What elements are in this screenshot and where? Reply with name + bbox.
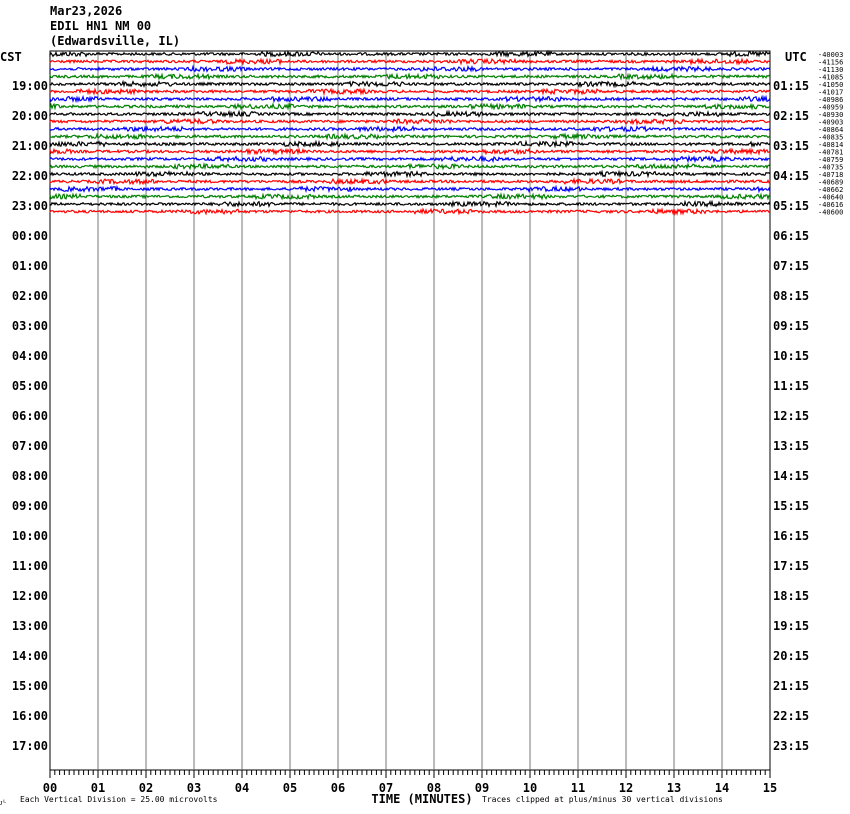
trace-value-label: -40814 xyxy=(818,141,844,149)
scale-note: Each Vertical Division = 25.00 microvolts xyxy=(20,795,218,804)
trace-value-label: -40959 xyxy=(818,103,844,112)
trace-value-label: -40781 xyxy=(818,148,844,157)
left-hour-label: 16:00 xyxy=(11,709,48,723)
x-tick-label: 14 xyxy=(714,781,730,795)
seismic-trace xyxy=(50,142,770,147)
right-hour-label: 04:15 xyxy=(773,169,810,183)
seismic-trace xyxy=(50,119,770,124)
left-hour-label: 11:00 xyxy=(11,559,48,573)
right-hour-label: 01:15 xyxy=(773,79,810,93)
x-tick-label: 04 xyxy=(234,781,250,795)
seismic-trace xyxy=(50,82,770,87)
trace-value-label: -40600 xyxy=(818,208,844,217)
seismic-trace xyxy=(50,89,770,94)
x-tick-label: 07 xyxy=(378,781,394,795)
x-tick-label: 12 xyxy=(618,781,634,795)
left-hour-label: 05:00 xyxy=(11,379,48,393)
seismic-trace xyxy=(50,127,770,132)
trace-value-label: -41130 xyxy=(818,66,844,74)
left-hour-label: 14:00 xyxy=(11,649,48,663)
seismic-trace xyxy=(50,164,770,169)
x-tick-label: 03 xyxy=(186,781,202,795)
left-hour-label: 20:00 xyxy=(11,109,48,123)
trace-value-label: -40003 xyxy=(818,51,844,59)
right-hour-label: 02:15 xyxy=(773,109,810,123)
left-hour-label: 09:00 xyxy=(11,499,48,513)
trace-value-label: -40864 xyxy=(818,126,844,134)
right-hour-label: 23:15 xyxy=(773,739,810,753)
right-hour-label: 03:15 xyxy=(773,139,810,153)
clip-note: Traces clipped at plus/minus 30 vertical divisions xyxy=(482,795,723,804)
trace-value-label: -41156 xyxy=(818,58,844,67)
left-hour-label: 03:00 xyxy=(11,319,48,333)
right-hour-label: 20:15 xyxy=(773,649,810,663)
x-tick-label: 01 xyxy=(90,781,106,795)
trace-value-label: -40640 xyxy=(818,193,844,202)
seismic-trace xyxy=(50,149,770,154)
trace-value-label: -40835 xyxy=(818,133,844,142)
seismic-trace xyxy=(50,134,770,139)
left-hour-label: 07:00 xyxy=(11,439,48,453)
right-hour-label: 15:15 xyxy=(773,499,810,513)
x-tick-label: 13 xyxy=(666,781,682,795)
trace-value-label: -40903 xyxy=(818,118,844,127)
x-tick-label: 05 xyxy=(282,781,298,795)
x-tick-label: 02 xyxy=(138,781,154,795)
right-hour-label: 12:15 xyxy=(773,409,810,423)
right-hour-label: 17:15 xyxy=(773,559,810,573)
trace-value-label: -40689 xyxy=(818,178,844,187)
right-hour-label: 11:15 xyxy=(773,379,810,393)
seismic-trace xyxy=(50,112,770,117)
right-hour-label: 22:15 xyxy=(773,709,810,723)
left-hour-label: 10:00 xyxy=(11,529,48,543)
trace-value-label: -40718 xyxy=(818,171,844,179)
date-label: Mar23,2026 xyxy=(50,4,123,18)
x-tick-label: 11 xyxy=(570,781,586,795)
seismic-trace xyxy=(50,179,770,184)
right-timezone-label: UTC xyxy=(785,50,807,64)
left-hour-label: 06:00 xyxy=(11,409,48,423)
x-tick-label: 15 xyxy=(762,781,778,795)
right-hour-label: 10:15 xyxy=(773,349,810,363)
trace-value-label: -41085 xyxy=(818,73,844,82)
seismic-trace xyxy=(50,202,770,207)
left-hour-label: 23:00 xyxy=(11,199,48,213)
right-hour-label: 14:15 xyxy=(773,469,810,483)
trace-value-label: -40930 xyxy=(818,111,844,119)
left-hour-label: 00:00 xyxy=(11,229,48,243)
trace-value-label: -40986 xyxy=(818,96,844,104)
left-timezone-label: CST xyxy=(0,50,22,64)
left-hour-label: 01:00 xyxy=(11,259,48,273)
right-hour-label: 09:15 xyxy=(773,319,810,333)
x-tick-label: 10 xyxy=(522,781,538,795)
seismic-trace xyxy=(50,104,770,109)
left-hour-label: 02:00 xyxy=(11,289,48,303)
x-tick-label: 08 xyxy=(426,781,442,795)
right-hour-label: 19:15 xyxy=(773,619,810,633)
seismic-trace xyxy=(50,172,770,177)
left-hour-label: 04:00 xyxy=(11,349,48,363)
left-hour-label: 12:00 xyxy=(11,589,48,603)
trace-value-label: -40735 xyxy=(818,163,844,172)
right-hour-label: 18:15 xyxy=(773,589,810,603)
seismic-trace xyxy=(50,157,770,162)
seismic-trace xyxy=(50,194,770,199)
left-hour-label: 13:00 xyxy=(11,619,48,633)
trace-value-label: -40662 xyxy=(818,186,844,194)
right-hour-label: 06:15 xyxy=(773,229,810,243)
left-hour-label: 21:00 xyxy=(11,139,48,153)
right-hour-label: 16:15 xyxy=(773,529,810,543)
trace-value-label: -41017 xyxy=(818,88,844,97)
trace-value-label: -40759 xyxy=(818,156,844,164)
x-axis-title: TIME (MINUTES) xyxy=(371,792,473,806)
left-hour-label: 19:00 xyxy=(11,79,48,93)
seismic-trace xyxy=(50,67,770,72)
x-tick-label: 09 xyxy=(474,781,490,795)
logo-mark: ᴊᴸ xyxy=(0,798,8,807)
right-hour-label: 07:15 xyxy=(773,259,810,273)
left-hour-label: 22:00 xyxy=(11,169,48,183)
right-hour-label: 05:15 xyxy=(773,199,810,213)
left-hour-label: 17:00 xyxy=(11,739,48,753)
x-tick-label: 06 xyxy=(330,781,346,795)
seismic-trace xyxy=(50,187,770,192)
left-hour-label: 08:00 xyxy=(11,469,48,483)
station-label: EDIL HN1 NM 00 xyxy=(50,19,152,33)
seismic-trace xyxy=(50,59,770,64)
trace-value-label: -40616 xyxy=(818,201,844,209)
seismic-trace xyxy=(50,97,770,102)
seismic-trace xyxy=(50,74,770,79)
trace-value-label: -41050 xyxy=(818,81,844,89)
right-hour-label: 13:15 xyxy=(773,439,810,453)
location-label: (Edwardsville, IL) xyxy=(50,34,181,48)
seismic-trace xyxy=(50,209,770,214)
seismic-trace xyxy=(50,52,770,57)
left-hour-label: 15:00 xyxy=(11,679,48,693)
right-hour-label: 21:15 xyxy=(773,679,810,693)
x-tick-label: 00 xyxy=(42,781,58,795)
right-hour-label: 08:15 xyxy=(773,289,810,303)
